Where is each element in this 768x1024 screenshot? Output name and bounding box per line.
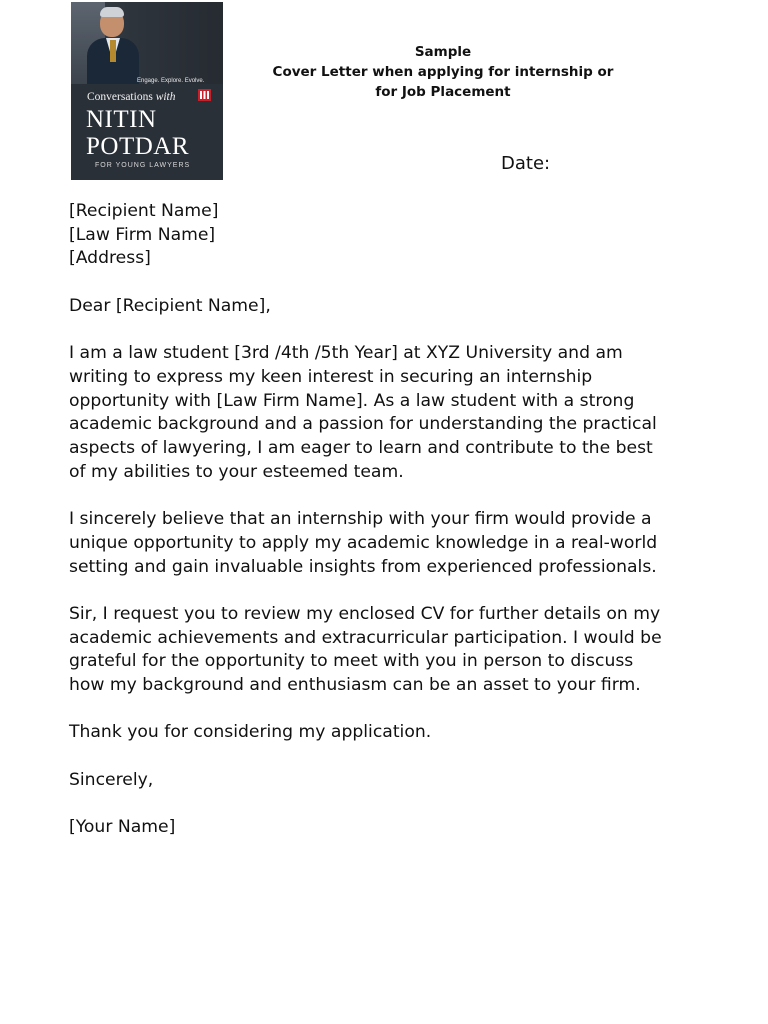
signature: [Your Name] bbox=[69, 817, 176, 838]
cover-author-last-name: POTDAR bbox=[86, 133, 190, 160]
document-title bbox=[268, 42, 618, 102]
cover-author-first-name: NITIN bbox=[86, 106, 157, 133]
thanks-line: Thank you for considering my application. bbox=[69, 722, 432, 743]
closing: Sincerely, bbox=[69, 769, 154, 790]
recipient-name: [Recipient Name] bbox=[69, 201, 219, 221]
cover-subtitle: FOR YOUNG LAWYERS bbox=[95, 162, 191, 169]
publisher-logo-icon bbox=[198, 89, 211, 101]
cover-conversations-text: Conversations with bbox=[87, 91, 176, 103]
paragraph-request: Sir, I request you to review my enclosed CV for further details on my academic achievements and extracurricular participation. I would be grateful for the opportunity to meet with you in person to discuss how my background and enthusiasm can be an asset to your firm. bbox=[69, 603, 662, 695]
letter-body bbox=[69, 200, 709, 864]
date-label: Date: bbox=[501, 153, 551, 174]
paragraph-belief: I sincerely believe that an internship with your firm would provide a unique opportunity to apply my academic knowledge in a real-world setting and gain invaluable insights from experienced professionals. bbox=[69, 509, 658, 577]
author-portrait bbox=[87, 6, 139, 84]
author-photo bbox=[71, 2, 223, 84]
cover-tagline: Engage. Explore. Evolve. bbox=[137, 78, 205, 84]
recipient-block bbox=[69, 200, 709, 271]
paragraph-intro: I am a law student [3rd /4th /5th Year] at XYZ University and am writing to express my keen interest in securing an internship opportunity with [Law Firm Name]. As a law student with a strong academic background and a passion for understanding the practical aspects of lawyering, I am eager to learn and contribute to the best of my abilities to your esteemed team. bbox=[69, 343, 657, 482]
book-cover bbox=[71, 2, 223, 180]
title-line-3: for Job Placement bbox=[375, 84, 511, 100]
title-line-1: Sample bbox=[414, 44, 472, 60]
recipient-address: [Address] bbox=[69, 248, 151, 269]
title-line-2: Cover Letter when applying for internship or bbox=[272, 64, 614, 80]
recipient-firm: [Law Firm Name] bbox=[69, 224, 216, 245]
salutation: Dear [Recipient Name], bbox=[69, 295, 271, 316]
